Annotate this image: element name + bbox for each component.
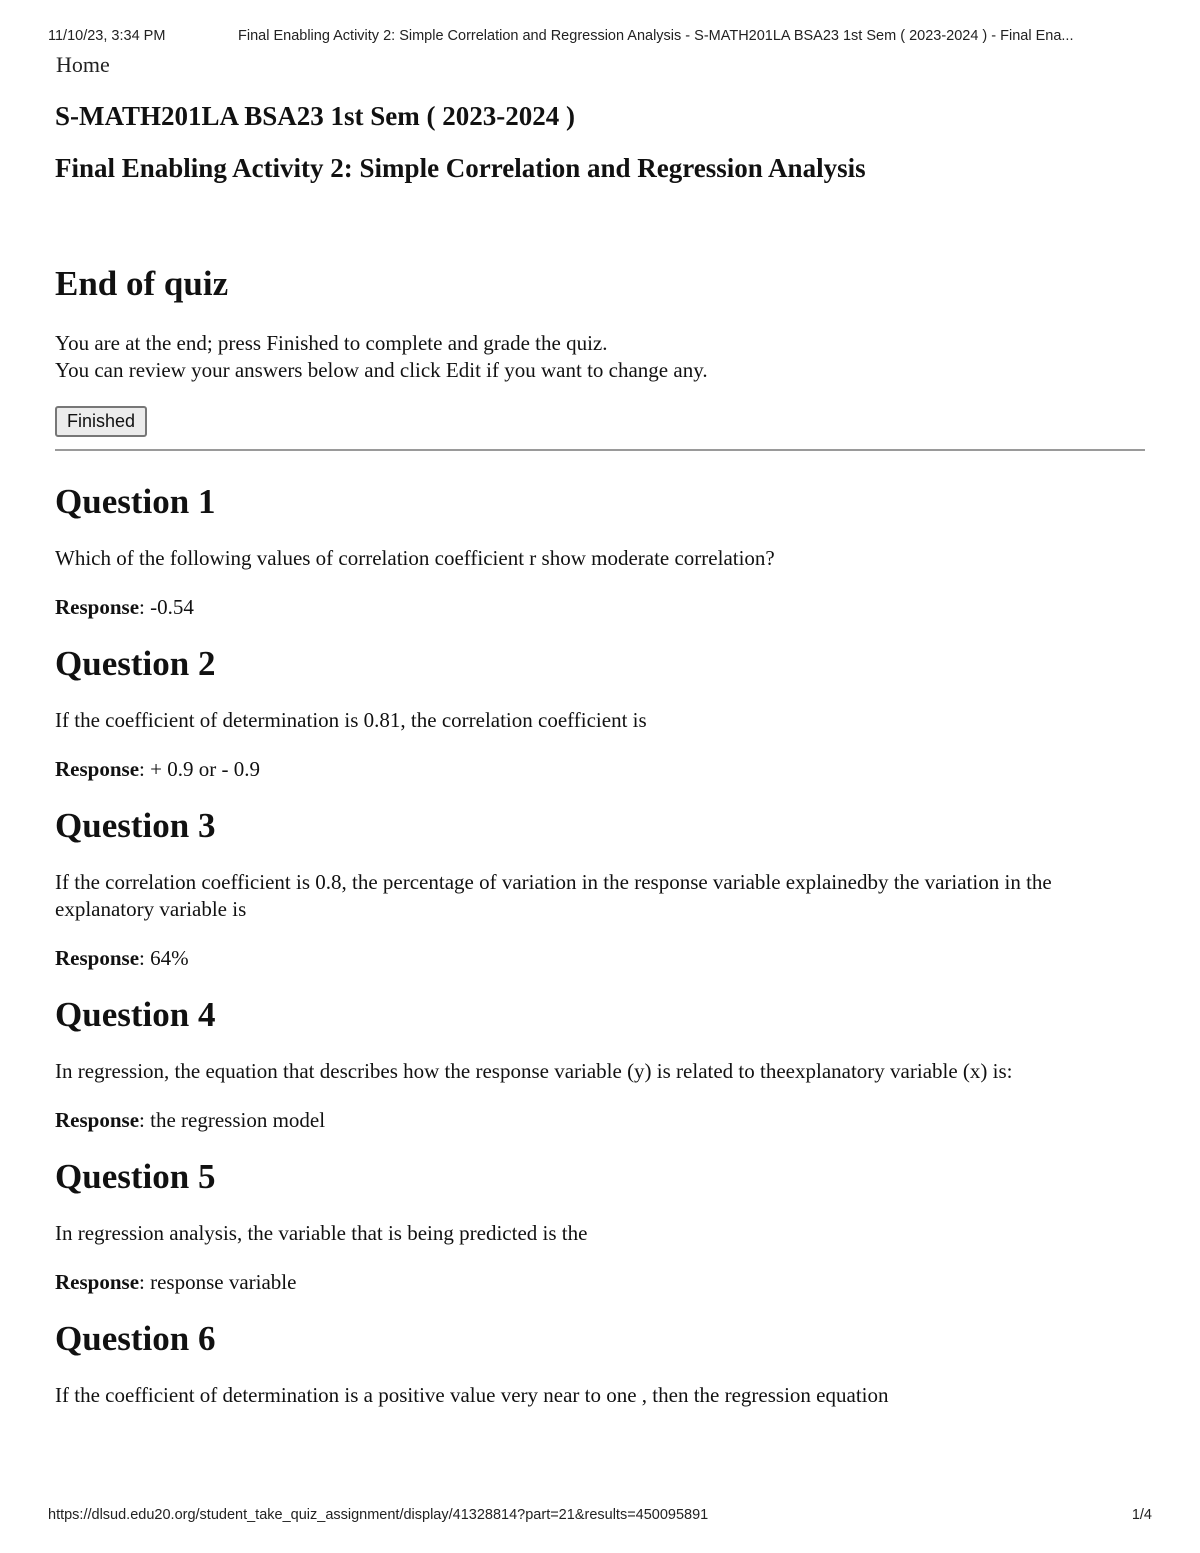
- question-text: In regression, the equation that describes how the response variable (y) is related to theexplanatory variable (x) is:: [55, 1058, 1013, 1083]
- print-document-title: Final Enabling Activity 2: Simple Correlation and Regression Analysis - S-MATH201LA BSA23 1st Sem ( 2023-2024 ) - Final Ena...: [238, 28, 1074, 44]
- response-label: Response: [55, 1269, 140, 1294]
- activity-title: Final Enabling Activity 2: Simple Correlation and Regression Analysis: [55, 153, 866, 184]
- question-response: Response: 64%: [55, 945, 189, 970]
- question-title: Question 6: [55, 1318, 216, 1358]
- divider: [55, 449, 1145, 451]
- response-value: + 0.9 or - 0.9: [150, 756, 260, 781]
- response-value: the regression model: [150, 1107, 326, 1132]
- question-text: If the coefficient of determination is 0.81, the correlation coefficient is: [55, 707, 647, 732]
- response-value: -0.54: [150, 594, 194, 619]
- print-datetime: 11/10/23, 3:34 PM: [48, 28, 166, 44]
- page-number: 1/4: [1131, 1507, 1152, 1523]
- response-label: Response: [55, 756, 140, 781]
- print-header: [48, 28, 1152, 48]
- instruction-line-1: You are at the end; press Finished to complete and grade the quiz.: [55, 330, 608, 355]
- question-text: Which of the following values of correlation coefficient r show moderate correlation?: [55, 545, 775, 570]
- question-text: If the correlation coefficient is 0.8, the percentage of variation in the response variable explainedby the variation in the explanatory variable is: [55, 869, 1052, 921]
- question-text: If the coefficient of determination is a positive value very near to one , then the regression equation: [55, 1382, 889, 1407]
- question-title: Question 1: [55, 481, 216, 521]
- end-of-quiz-instructions: [55, 330, 1145, 384]
- home-link[interactable]: Home: [56, 52, 110, 77]
- question-title: Question 5: [55, 1156, 216, 1196]
- end-of-quiz-heading: End of quiz: [55, 263, 229, 303]
- page-content: [55, 52, 1145, 1409]
- finished-button[interactable]: Finished: [55, 406, 147, 437]
- response-label: Response: [55, 594, 140, 619]
- question-response: Response: response variable: [55, 1269, 297, 1294]
- question-title: Question 3: [55, 805, 216, 845]
- response-value: 64%: [150, 945, 189, 970]
- question-block: [55, 805, 1145, 972]
- question-block: [55, 643, 1145, 783]
- question-block: [55, 481, 1145, 621]
- response-label: Response: [55, 945, 140, 970]
- question-block: [55, 1318, 1145, 1409]
- response-value: response variable: [150, 1269, 297, 1294]
- page-url: https://dlsud.edu20.org/student_take_quiz_assignment/display/41328814?part=21&results=450095891: [48, 1507, 709, 1523]
- print-footer: [48, 1507, 1152, 1527]
- question-response: Response: -0.54: [55, 594, 194, 619]
- question-response: Response: the regression model: [55, 1107, 326, 1132]
- question-response: Response: + 0.9 or - 0.9: [55, 756, 260, 781]
- question-title: Question 2: [55, 643, 216, 683]
- question-text: In regression analysis, the variable that is being predicted is the: [55, 1220, 588, 1245]
- course-title: S-MATH201LA BSA23 1st Sem ( 2023-2024 ): [55, 101, 576, 131]
- response-label: Response: [55, 1107, 140, 1132]
- question-title: Question 4: [55, 994, 216, 1034]
- instruction-line-2: You can review your answers below and click Edit if you want to change any.: [55, 357, 708, 382]
- question-block: [55, 1156, 1145, 1296]
- question-block: [55, 994, 1145, 1134]
